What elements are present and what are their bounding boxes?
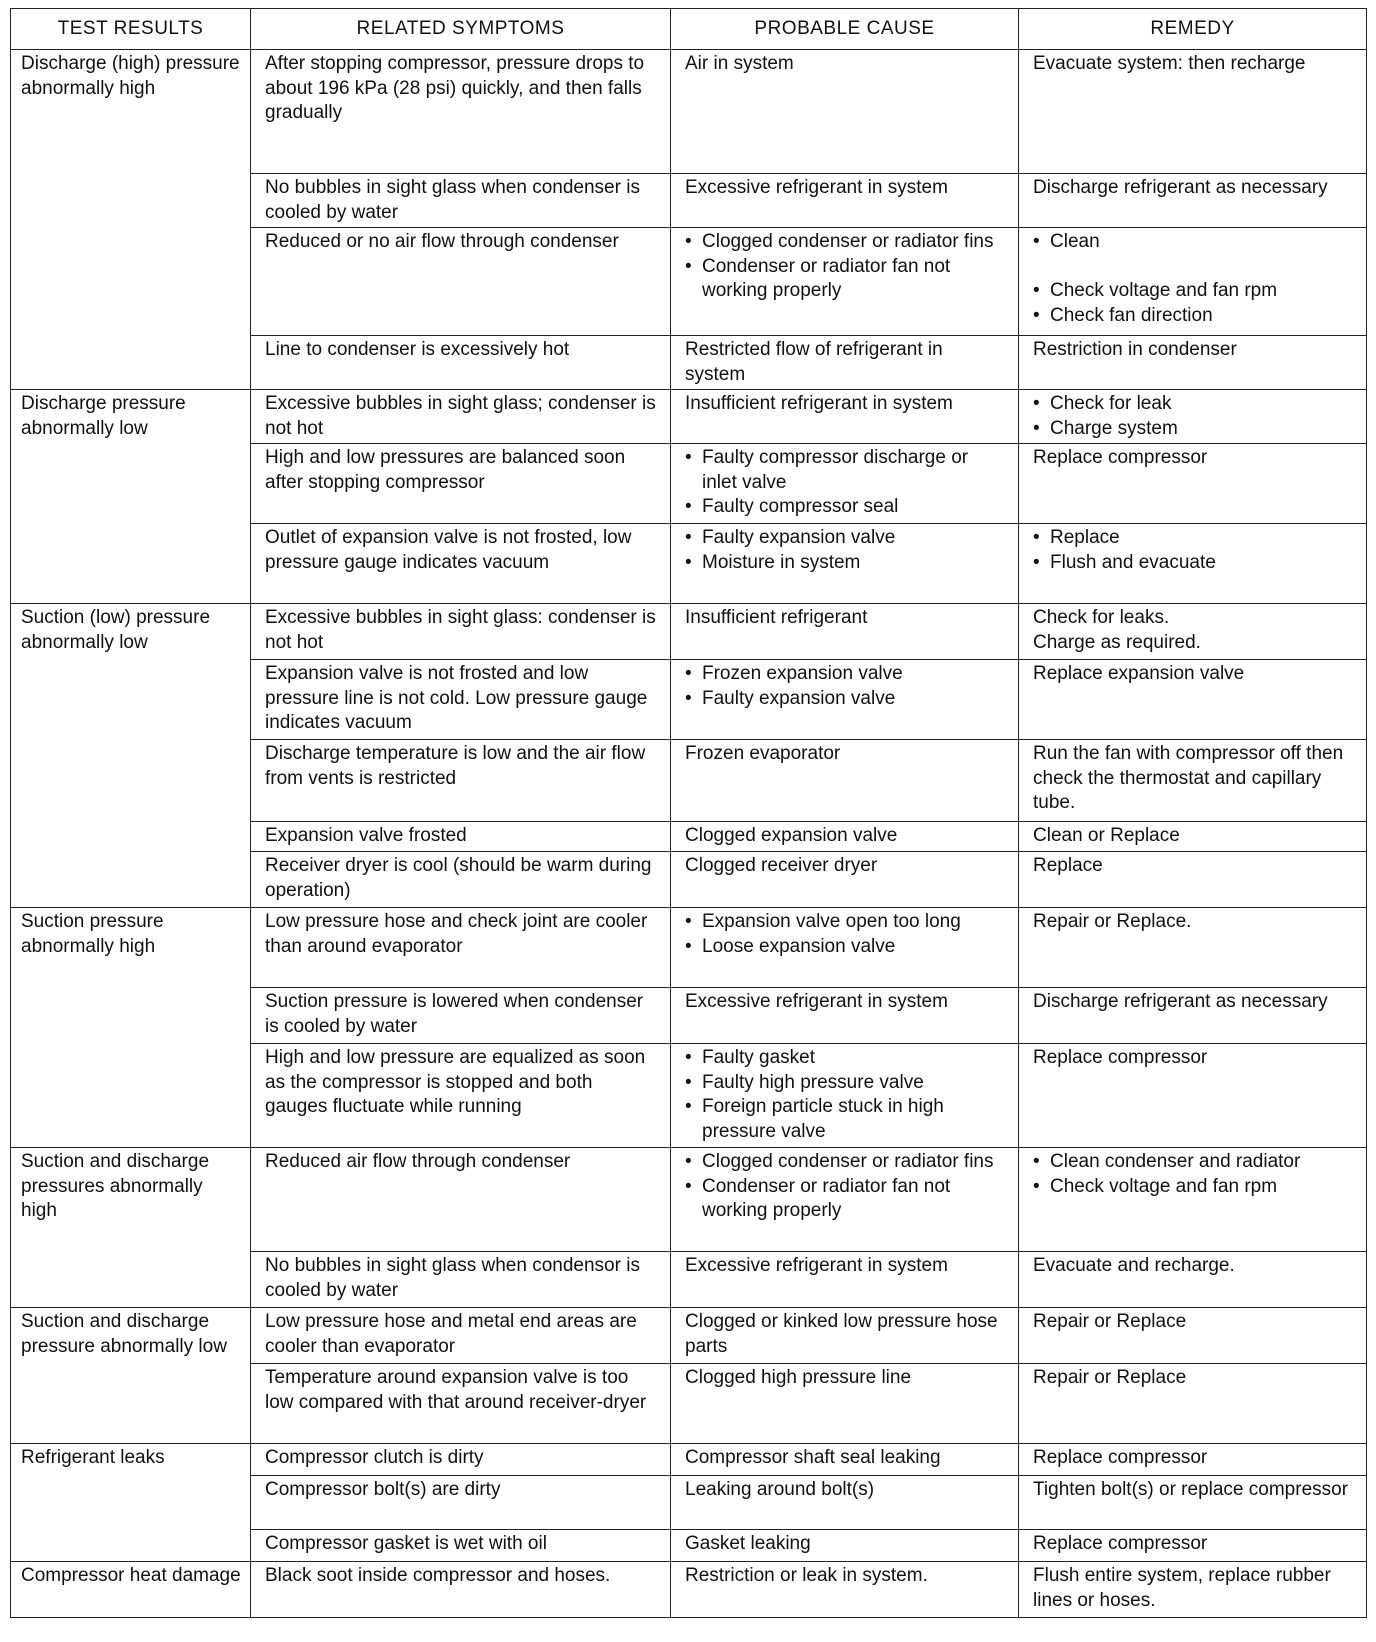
- cause-cell: Insufficient refrigerant: [671, 604, 1019, 660]
- cause-bullet-item: • Clogged condenser or radiator fins: [685, 1150, 1004, 1175]
- test-result-cell: Suction and discharge pressures abnormally high: [11, 1148, 251, 1308]
- cause-bullet-item: • Foreign particle stuck in high pressure valve: [685, 1095, 1004, 1144]
- table-row: [11, 390, 1367, 444]
- table-row: [11, 1148, 1367, 1252]
- remedy-cell: Replace compressor: [1019, 1444, 1367, 1476]
- remedy-bullet-item: • Check voltage and fan rpm: [1033, 279, 1352, 304]
- cause-bullet-item: • Faulty compressor seal: [685, 495, 1004, 520]
- remedy-bullet-item: • Flush and evacuate: [1033, 551, 1352, 576]
- remedy-cell: Evacuate system: then recharge: [1019, 50, 1367, 174]
- table-row: [11, 1308, 1367, 1364]
- symptom-cell: Expansion valve is not frosted and low pressure line is not cold. Low pressure gauge indicates vacuum: [251, 660, 671, 740]
- symptom-cell: Compressor clutch is dirty: [251, 1444, 671, 1476]
- symptom-cell: Compressor gasket is wet with oil: [251, 1530, 671, 1562]
- symptom-cell: Outlet of expansion valve is not frosted, low pressure gauge indicates vacuum: [251, 524, 671, 604]
- remedy-cell: Replace compressor: [1019, 1044, 1367, 1148]
- cause-bullet-item: • Frozen expansion valve: [685, 662, 1004, 687]
- cause-cell: Frozen evaporator: [671, 740, 1019, 822]
- cause-cell: Clogged or kinked low pressure hose parts: [671, 1308, 1019, 1364]
- table-row: [11, 1444, 1367, 1476]
- cause-cell: [671, 228, 1019, 336]
- cause-bullet-item: • Expansion valve open too long: [685, 910, 1004, 935]
- remedy-cell: Replace compressor: [1019, 1530, 1367, 1562]
- cause-cell: Excessive refrigerant in system: [671, 988, 1019, 1044]
- header-remedy: REMEDY: [1019, 9, 1367, 50]
- test-result-cell: Refrigerant leaks: [11, 1444, 251, 1562]
- symptom-cell: No bubbles in sight glass when condensor is cooled by water: [251, 1252, 671, 1308]
- test-result-cell: Compressor heat damage: [11, 1562, 251, 1618]
- symptom-cell: Compressor bolt(s) are dirty: [251, 1476, 671, 1530]
- symptom-cell: Line to condenser is excessively hot: [251, 336, 671, 390]
- remedy-bullet-item: • Charge system: [1033, 417, 1352, 442]
- cause-cell: Excessive refrigerant in system: [671, 174, 1019, 228]
- symptom-cell: Suction pressure is lowered when condenser is cooled by water: [251, 988, 671, 1044]
- remedy-bullet-item: • Check for leak: [1033, 392, 1352, 417]
- symptom-cell: Excessive bubbles in sight glass; condenser is not hot: [251, 390, 671, 444]
- remedy-cell: [1019, 390, 1367, 444]
- symptom-cell: Reduced air flow through condenser: [251, 1148, 671, 1252]
- cause-bullet-item: • Condenser or radiator fan not working properly: [685, 1175, 1004, 1224]
- remedy-cell: Repair or Replace: [1019, 1364, 1367, 1444]
- remedy-cell: Discharge refrigerant as necessary: [1019, 174, 1367, 228]
- cause-cell: Restricted flow of refrigerant in system: [671, 336, 1019, 390]
- symptom-cell: Low pressure hose and check joint are cooler than around evaporator: [251, 908, 671, 988]
- remedy-cell: Run the fan with compressor off then check the thermostat and capillary tube.: [1019, 740, 1367, 822]
- remedy-cell: Replace expansion valve: [1019, 660, 1367, 740]
- header-related-symptoms: RELATED SYMPTOMS: [251, 9, 671, 50]
- cause-bullet-item: • Faulty compressor discharge or inlet valve: [685, 446, 1004, 495]
- remedy-line: Check for leaks.: [1033, 607, 1170, 628]
- remedy-cell: Restriction in condenser: [1019, 336, 1367, 390]
- cause-cell: Compressor shaft seal leaking: [671, 1444, 1019, 1476]
- cause-cell: Gasket leaking: [671, 1530, 1019, 1562]
- remedy-cell: [1019, 524, 1367, 604]
- cause-cell: Air in system: [671, 50, 1019, 174]
- symptom-cell: Temperature around expansion valve is too low compared with that around receiver-dryer: [251, 1364, 671, 1444]
- header-probable-cause: PROBABLE CAUSE: [671, 9, 1019, 50]
- cause-bullet-item: • Faulty gasket: [685, 1046, 1004, 1071]
- cause-cell: Clogged high pressure line: [671, 1364, 1019, 1444]
- cause-bullet-item: • Faulty high pressure valve: [685, 1071, 1004, 1096]
- cause-cell: [671, 908, 1019, 988]
- remedy-cell: [1019, 1148, 1367, 1252]
- table-row: [11, 908, 1367, 988]
- troubleshooting-table: [10, 8, 1367, 1618]
- cause-cell: [671, 444, 1019, 524]
- symptom-cell: Low pressure hose and metal end areas are cooler than evaporator: [251, 1308, 671, 1364]
- remedy-cell: Replace compressor: [1019, 444, 1367, 524]
- symptom-cell: Excessive bubbles in sight glass: condenser is not hot: [251, 604, 671, 660]
- cause-bullet-item: • Faulty expansion valve: [685, 687, 1004, 712]
- table-row: [11, 1562, 1367, 1618]
- remedy-bullet-item: • Check fan direction: [1033, 304, 1352, 329]
- cause-cell: [671, 1148, 1019, 1252]
- remedy-cell: Repair or Replace.: [1019, 908, 1367, 988]
- remedy-bullet-item: • Replace: [1033, 526, 1352, 551]
- cause-cell: [671, 1044, 1019, 1148]
- cause-cell: Leaking around bolt(s): [671, 1476, 1019, 1530]
- symptom-cell: Black soot inside compressor and hoses.: [251, 1562, 671, 1618]
- test-result-cell: Discharge (high) pressure abnormally high: [11, 50, 251, 390]
- test-result-cell: Discharge pressure abnormally low: [11, 390, 251, 604]
- table-row: [11, 604, 1367, 660]
- symptom-cell: High and low pressures are balanced soon after stopping compressor: [251, 444, 671, 524]
- test-result-cell: Suction (low) pressure abnormally low: [11, 604, 251, 908]
- cause-cell: Clogged expansion valve: [671, 822, 1019, 852]
- remedy-line: Charge as required.: [1033, 631, 1201, 653]
- cause-cell: Excessive refrigerant in system: [671, 1252, 1019, 1308]
- cause-cell: Restriction or leak in system.: [671, 1562, 1019, 1618]
- header-row: [11, 9, 1367, 50]
- test-result-cell: Suction and discharge pressure abnormally low: [11, 1308, 251, 1444]
- remedy-cell: Repair or Replace: [1019, 1308, 1367, 1364]
- symptom-cell: Receiver dryer is cool (should be warm during operation): [251, 852, 671, 908]
- remedy-cell: Clean or Replace: [1019, 822, 1367, 852]
- symptom-cell: Reduced or no air flow through condenser: [251, 228, 671, 336]
- remedy-cell: [1019, 228, 1367, 336]
- symptom-cell: Expansion valve frosted: [251, 822, 671, 852]
- table-body: [11, 50, 1367, 1618]
- remedy-cell: Flush entire system, replace rubber lines or hoses.: [1019, 1562, 1367, 1618]
- cause-bullet-item: • Condenser or radiator fan not working properly: [685, 255, 1004, 304]
- remedy-cell: [1019, 604, 1367, 660]
- remedy-cell: Discharge refrigerant as necessary: [1019, 988, 1367, 1044]
- symptom-cell: No bubbles in sight glass when condenser is cooled by water: [251, 174, 671, 228]
- remedy-bullet-item: • Clean: [1033, 230, 1352, 255]
- remedy-bullet-item: • Check voltage and fan rpm: [1033, 1175, 1352, 1200]
- cause-bullet-item: • Moisture in system: [685, 551, 1004, 576]
- cause-bullet-item: • Loose expansion valve: [685, 935, 1004, 960]
- remedy-cell: Replace: [1019, 852, 1367, 908]
- symptom-cell: Discharge temperature is low and the air flow from vents is restricted: [251, 740, 671, 822]
- cause-cell: [671, 524, 1019, 604]
- cause-cell: Insufficient refrigerant in system: [671, 390, 1019, 444]
- symptom-cell: After stopping compressor, pressure drops to about 196 kPa (28 psi) quickly, and then falls gradually: [251, 50, 671, 174]
- remedy-cell: Tighten bolt(s) or replace compressor: [1019, 1476, 1367, 1530]
- cause-cell: [671, 660, 1019, 740]
- remedy-cell: Evacuate and recharge.: [1019, 1252, 1367, 1308]
- remedy-bullet-item: • Clean condenser and radiator: [1033, 1150, 1352, 1175]
- test-result-cell: Suction pressure abnormally high: [11, 908, 251, 1148]
- spacer: [1033, 255, 1352, 280]
- symptom-cell: High and low pressure are equalized as soon as the compressor is stopped and both gauges fluctuate while running: [251, 1044, 671, 1148]
- cause-bullet-item: • Clogged condenser or radiator fins: [685, 230, 1004, 255]
- table-row: [11, 50, 1367, 174]
- cause-bullet-item: • Faulty expansion valve: [685, 526, 1004, 551]
- header-test-results: TEST RESULTS: [11, 9, 251, 50]
- troubleshooting-page: [10, 8, 1366, 1618]
- cause-cell: Clogged receiver dryer: [671, 852, 1019, 908]
